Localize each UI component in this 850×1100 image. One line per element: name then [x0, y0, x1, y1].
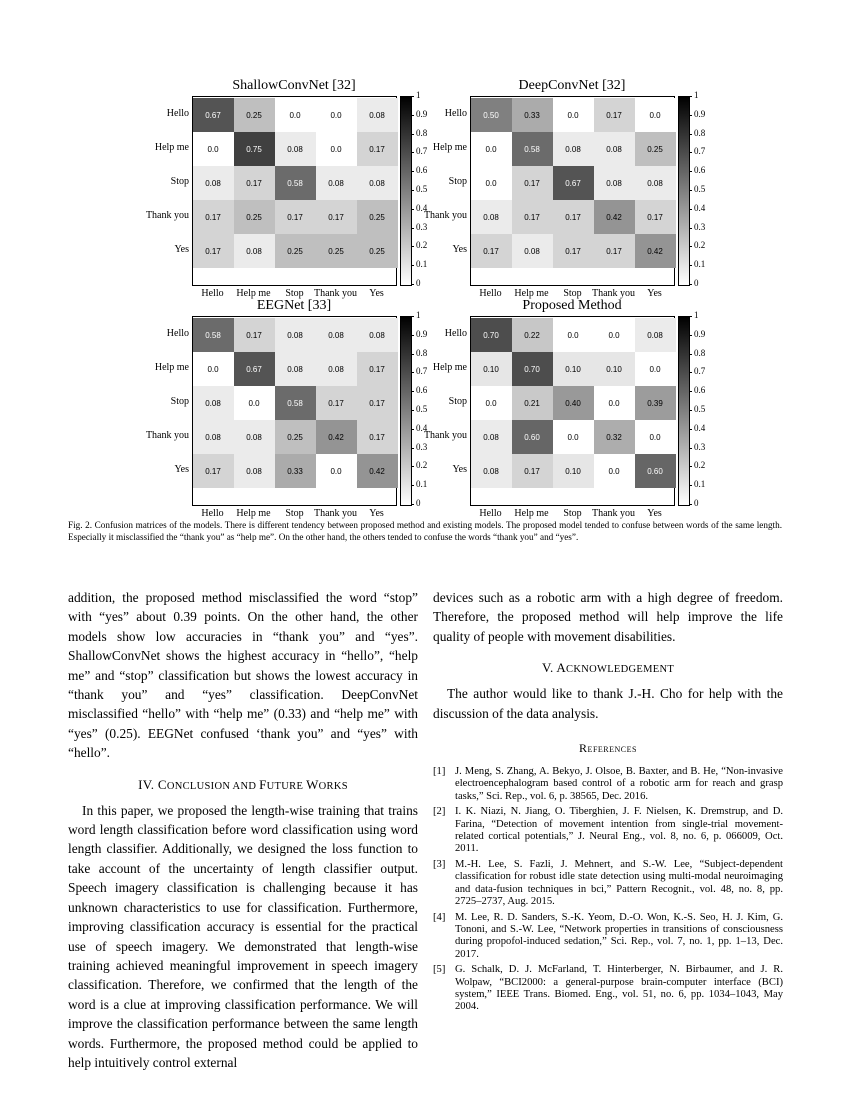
colorbar-tick-label: 0.4: [416, 202, 428, 213]
matrix-cell: 0.21: [512, 386, 553, 420]
colorbar-tick-mark: [689, 152, 692, 153]
matrix-cell: 0.08: [471, 200, 512, 234]
colorbar-tick-label: 0.4: [416, 422, 428, 433]
matrix-cell: 0.17: [635, 200, 676, 234]
matrix-cell: 0.0: [471, 386, 512, 420]
matrix-cell: 0.08: [234, 234, 275, 268]
colorbar-tick-label: 0: [416, 278, 421, 288]
matrix-title: DeepConvNet [32]: [518, 78, 626, 93]
matrix-cell: 0.17: [512, 166, 553, 200]
section-title-c: C: [157, 776, 167, 792]
matrix-cell: 0.17: [553, 200, 594, 234]
colorbar-tick-label: 0.6: [694, 385, 706, 396]
matrix-cell: 0.33: [275, 454, 316, 488]
matrix-cell: 0.60: [635, 454, 676, 488]
colorbar-tick-mark: [689, 115, 692, 116]
colorbar-tick-label: 0.4: [694, 202, 706, 213]
matrix-cell: 0.17: [594, 98, 635, 132]
row-label: Hello: [166, 328, 189, 339]
row-label: Help me: [154, 362, 189, 373]
confusion-matrix-deepconvnet: [408, 78, 808, 299]
colorbar-tick-label: 0.8: [694, 127, 706, 138]
matrix-cell: 0.08: [553, 132, 594, 166]
matrix-cell: 0.08: [234, 420, 275, 454]
matrix-cell: 0.17: [512, 454, 553, 488]
colorbar-tick-label: 1: [416, 310, 421, 320]
matrix-cell: 0.0: [594, 318, 635, 352]
colorbar-tick-mark: [689, 485, 692, 486]
matrix-cell: 0.25: [635, 132, 676, 166]
colorbar-tick-label: 0.9: [694, 108, 706, 119]
matrix-cell: 0.70: [471, 318, 512, 352]
matrix-cell: 0.58: [193, 318, 234, 352]
section-heading-conclusion: [68, 777, 418, 793]
matrix-cell: 0.08: [234, 454, 275, 488]
matrix-grid: [192, 316, 397, 506]
matrix-cell: 0.08: [316, 318, 357, 352]
colorbar-tick-mark: [689, 284, 692, 285]
column-label: Thank you: [313, 288, 358, 299]
row-label: Thank you: [145, 430, 189, 441]
colorbar-tick-label: 0.2: [694, 460, 706, 471]
colorbar-tick-mark: [689, 190, 692, 191]
matrix-cell: 0.42: [635, 234, 676, 268]
matrix-grid: [470, 96, 675, 286]
matrix-cell: 0.0: [316, 454, 357, 488]
column-label: Stop: [285, 288, 304, 299]
row-label: Help me: [432, 142, 467, 153]
references-heading: References: [579, 741, 637, 756]
section-title-part1: ONCLUSION AND: [166, 780, 260, 792]
matrix-cell: 0.08: [193, 386, 234, 420]
ack-title-rest: CKNOWLEDGEMENT: [566, 664, 675, 676]
row-label: Yes: [452, 244, 467, 255]
colorbar-tick-mark: [689, 429, 692, 430]
reference-item: [433, 806, 783, 856]
matrix-cell: 0.0: [635, 420, 676, 454]
matrix-cell: 0.08: [275, 132, 316, 166]
matrix-cell: 0.17: [234, 166, 275, 200]
matrix-cell: 0.0: [635, 98, 676, 132]
matrix-cell: 0.25: [234, 98, 275, 132]
matrix-cell: 0.17: [193, 234, 234, 268]
column-label: Yes: [369, 508, 384, 519]
row-label: Thank you: [145, 210, 189, 221]
section-title-f: F: [259, 776, 267, 792]
matrix-cell: 0.08: [193, 420, 234, 454]
matrix-cell: 0.17: [553, 234, 594, 268]
column-label: Stop: [563, 508, 582, 519]
colorbar-tick-label: 0.1: [694, 259, 706, 270]
colorbar-tick-label: 0.1: [694, 479, 706, 490]
colorbar-tick-label: 0.7: [416, 146, 428, 157]
row-label: Help me: [432, 362, 467, 373]
matrix-cell: 0.17: [357, 420, 398, 454]
matrix-grid: [470, 316, 675, 506]
matrix-cell: 0.58: [275, 166, 316, 200]
colorbar-tick-label: 1: [694, 90, 699, 100]
matrix-title: Proposed Method: [522, 298, 622, 313]
colorbar-tick-mark: [689, 209, 692, 210]
column-label: Stop: [285, 508, 304, 519]
column-label: Help me: [514, 288, 549, 299]
matrix-cell: 0.17: [357, 352, 398, 386]
column-label: Yes: [369, 288, 384, 299]
reference-text: M.-H. Lee, S. Fazli, J. Mehnert, and S.-W. Lee, “Subject-dependent classification for robust idle state detection using multi-modal neuroimaging and data-fusion techniques in bci,” Pattern Recognit., vol. 48, no. 8, pp. 2725–2737, Aug. 2015.: [455, 858, 783, 908]
matrix-cell: 0.39: [635, 386, 676, 420]
colorbar-tick-label: 0.4: [694, 422, 706, 433]
colorbar-tick-label: 0.7: [694, 366, 706, 377]
colorbar-tick-label: 0.6: [416, 165, 428, 176]
column-label: Thank you: [591, 508, 636, 519]
colorbar-tick-label: 0.1: [416, 259, 428, 270]
matrix-cell: 0.0: [193, 132, 234, 166]
matrix-cell: 0.08: [635, 318, 676, 352]
matrix-cell: 0.0: [316, 132, 357, 166]
matrix-cell: 0.33: [512, 98, 553, 132]
matrix-cell: 0.67: [553, 166, 594, 200]
colorbar-tick-label: 0.1: [416, 479, 428, 490]
section-title-w: W: [306, 776, 319, 792]
colorbar-tick-label: 0.6: [416, 385, 428, 396]
reference-text: J. Meng, S. Zhang, A. Bekyo, J. Olsoe, B. Baxter, and B. He, “Non-invasive electroencephalogram based control of a robotic arm for reach and grasp tasks,” Sci. Rep., vol. 6, p. 38565, Dec. 2016.: [455, 766, 783, 802]
matrix-cell: 0.08: [357, 166, 398, 200]
matrix-cell: 0.08: [316, 166, 357, 200]
matrix-cell: 0.17: [316, 200, 357, 234]
colorbar-tick-mark: [411, 284, 414, 285]
row-label: Yes: [174, 464, 189, 475]
colorbar-tick-mark: [689, 246, 692, 247]
ack-number: V.: [541, 660, 554, 676]
colorbar: [678, 96, 690, 286]
matrix-cell: 0.10: [471, 352, 512, 386]
matrix-cell: 0.10: [594, 352, 635, 386]
matrix-cell: 0.0: [471, 132, 512, 166]
matrix-cell: 0.0: [635, 352, 676, 386]
column-label: Thank you: [313, 508, 358, 519]
colorbar-tick-label: 0.7: [694, 146, 706, 157]
matrix-cell: 0.08: [316, 352, 357, 386]
matrix-cell: 0.22: [512, 318, 553, 352]
matrix-cell: 0.08: [594, 166, 635, 200]
colorbar-tick-mark: [689, 410, 692, 411]
matrix-cell: 0.42: [357, 454, 398, 488]
matrix-cell: 0.25: [357, 234, 398, 268]
matrix-cell: 0.08: [357, 98, 398, 132]
colorbar-tick-label: 0.2: [694, 240, 706, 251]
matrix-cell: 0.17: [275, 200, 316, 234]
matrix-cell: 0.08: [275, 318, 316, 352]
matrix-cell: 0.70: [512, 352, 553, 386]
matrix-cell: 0.0: [594, 386, 635, 420]
matrix-title: ShallowConvNet [32]: [232, 78, 356, 93]
matrix-cell: 0.17: [357, 132, 398, 166]
matrix-cell: 0.17: [316, 386, 357, 420]
reference-text: M. Lee, R. D. Sanders, S.-K. Yeom, D.-O. Won, K.-S. Seo, H. J. Kim, G. Tononi, and S.-W. Lee, “Network properties in transitions of consciousness during propofol-induced sedation,” Sci. Rep., vol. 7, no. 1, pp. 1–13, Dec. 2017.: [455, 911, 783, 960]
reference-text: I. K. Niazi, N. Jiang, O. Tiberghien, J. F. Nielsen, K. Dremstrup, and D. Farina, “Detection of movement intention from single-trial movement-related cortical potentials,” J. Neural Eng., vol. 8, no. 6, p. 066009, Oct. 2011.: [455, 806, 783, 855]
row-label: Stop: [448, 176, 467, 187]
matrix-cell: 0.42: [316, 420, 357, 454]
section-title-part3: ORKS: [318, 780, 348, 792]
column-label: Yes: [647, 288, 662, 299]
column-label: Thank you: [591, 288, 636, 299]
colorbar-tick-label: 0: [694, 278, 699, 288]
matrix-cell: 0.0: [193, 352, 234, 386]
colorbar-tick-label: 0.2: [416, 460, 428, 471]
colorbar-tick-mark: [689, 504, 692, 505]
matrix-cell: 0.08: [275, 352, 316, 386]
reference-item: [433, 912, 783, 962]
section-title-part2: UTURE: [266, 780, 307, 792]
matrix-cell: 0.0: [553, 420, 594, 454]
colorbar-tick-label: 0.3: [694, 441, 706, 452]
matrix-cell: 0.0: [234, 386, 275, 420]
colorbar-tick-label: 0.5: [694, 404, 706, 414]
matrix-cell: 0.0: [553, 98, 594, 132]
colorbar-tick-mark: [689, 265, 692, 266]
matrix-cell: 0.17: [234, 318, 275, 352]
colorbar-tick-label: 0.5: [416, 404, 428, 414]
reference-item: [433, 766, 783, 803]
colorbar-tick-label: 0.8: [416, 347, 428, 358]
reference-number: [5]: [433, 964, 446, 976]
colorbar-tick-mark: [689, 466, 692, 467]
column-label: Hello: [201, 508, 224, 519]
colorbar-tick-label: 0.2: [416, 240, 428, 251]
matrix-cell: 0.67: [193, 98, 234, 132]
row-label: Yes: [452, 464, 467, 475]
matrix-cell: 0.17: [512, 200, 553, 234]
matrix-cell: 0.08: [471, 420, 512, 454]
acknowledgement-paragraph: The author would like to thank J.-H. Cho for help with the discussion of the data analysis.: [433, 686, 783, 721]
colorbar-tick-label: 0.6: [694, 165, 706, 176]
column-label: Help me: [514, 508, 549, 519]
matrix-cell: 0.17: [193, 200, 234, 234]
ack-title-a: A: [556, 660, 567, 676]
reference-number: [1]: [433, 766, 446, 778]
matrix-cell: 0.25: [275, 420, 316, 454]
colorbar-tick-label: 0.9: [694, 328, 706, 339]
matrix-cell: 0.08: [635, 166, 676, 200]
results-paragraph: addition, the proposed method misclassified the word “stop” with “yes” about 0.39 points. On the other hand, the other models show low accuracies in “thank you” and “yes”. ShallowConvNet shows the highest accuracy in “hello”, “help me” and “stop” classification but shows the lowest accuracy in “thank you” and “yes” classification. DeepConvNet misclassified “hello” with “help me” (0.33) and “help me” with “yes” (0.25). EEGNet confused ‘thank you” and “yes” with “hello”.: [68, 590, 418, 761]
row-label: Stop: [448, 396, 467, 407]
colorbar-tick-mark: [689, 354, 692, 355]
confusion-matrix-proposed: [408, 298, 808, 519]
colorbar-tick-label: 0.3: [416, 441, 428, 452]
reference-list: [433, 766, 783, 1014]
matrix-cell: 0.17: [357, 386, 398, 420]
column-label: Yes: [647, 508, 662, 519]
matrix-cell: 0.10: [553, 454, 594, 488]
row-label: Stop: [170, 396, 189, 407]
row-label: Stop: [170, 176, 189, 187]
matrix-cell: 0.25: [316, 234, 357, 268]
row-label: Help me: [154, 142, 189, 153]
column-label: Help me: [236, 508, 271, 519]
colorbar-tick-label: 0.8: [694, 347, 706, 358]
colorbar-tick-label: 0.5: [694, 184, 706, 194]
conclusion-paragraph: In this paper, we proposed the length-wise training that trains word length classification before word classification using word length classifier. Additionally, we designed the loss function to take account of the uncertainty of length classifier output. Speech imagery classification is challenging because it has unknown characteristics to use for classification. Furthermore, improving classification accuracy is essential for the practical use of speech imagery. We demonstrated that length-wise training achieved meaningful improvement in speech imagery classification. Therefore, we confirmed that the length of the word is a clue at improving classification performance. We will improve the classification performance between the same length words. Furthermore, the proposed method could be applied to help intuitively control external: [68, 802, 418, 1070]
row-label: Hello: [444, 108, 467, 119]
colorbar-tick-label: 0.5: [416, 184, 428, 194]
row-label: Thank you: [423, 430, 467, 441]
column-label: Hello: [479, 288, 502, 299]
row-label: Hello: [166, 108, 189, 119]
colorbar-tick-mark: [689, 391, 692, 392]
matrix-cell: 0.17: [193, 454, 234, 488]
left-column: [68, 588, 418, 1072]
column-label: Hello: [479, 508, 502, 519]
matrix-cell: 0.40: [553, 386, 594, 420]
colorbar-tick-label: 1: [416, 90, 421, 100]
matrix-cell: 0.42: [594, 200, 635, 234]
colorbar-tick-label: 0.8: [416, 127, 428, 138]
reference-number: [3]: [433, 858, 446, 870]
matrix-cell: 0.25: [234, 200, 275, 234]
colorbar-tick-mark: [689, 448, 692, 449]
colorbar-tick-mark: [689, 316, 692, 317]
matrix-cell: 0.08: [193, 166, 234, 200]
matrix-cell: 0.10: [553, 352, 594, 386]
row-label: Thank you: [423, 210, 467, 221]
colorbar-tick-mark: [689, 372, 692, 373]
column-label: Stop: [563, 288, 582, 299]
colorbar-tick-label: 0.9: [416, 328, 428, 339]
colorbar: [678, 316, 690, 506]
matrix-cell: 0.60: [512, 420, 553, 454]
column-label: Hello: [201, 288, 224, 299]
matrix-cell: 0.50: [471, 98, 512, 132]
colorbar-tick-mark: [689, 335, 692, 336]
row-label: Hello: [444, 328, 467, 339]
colorbar-tick-mark: [689, 134, 692, 135]
conclusion-continued-paragraph: devices such as a robotic arm with a high degree of freedom. Therefore, the proposed method will help improve the life quality of people with movement disabilities.: [433, 590, 783, 644]
colorbar-tick-mark: [411, 504, 414, 505]
matrix-cell: 0.58: [275, 386, 316, 420]
colorbar-tick-label: 0.3: [694, 221, 706, 232]
colorbar-tick-mark: [689, 228, 692, 229]
reference-item: [433, 964, 783, 1014]
reference-item: [433, 859, 783, 909]
colorbar-tick-label: 0.3: [416, 221, 428, 232]
right-column: [433, 588, 783, 1017]
colorbar-tick-label: 0.7: [416, 366, 428, 377]
colorbar-tick-label: 1: [694, 310, 699, 320]
matrix-cell: 0.58: [512, 132, 553, 166]
colorbar-tick-label: 0.9: [416, 108, 428, 119]
matrix-cell: 0.0: [275, 98, 316, 132]
colorbar-tick-label: 0: [416, 498, 421, 508]
matrix-cell: 0.17: [594, 234, 635, 268]
matrix-cell: 0.08: [512, 234, 553, 268]
matrix-cell: 0.08: [594, 132, 635, 166]
reference-number: [4]: [433, 911, 446, 923]
matrix-cell: 0.0: [471, 166, 512, 200]
matrix-cell: 0.17: [471, 234, 512, 268]
colorbar-tick-label: 0: [694, 498, 699, 508]
matrix-cell: 0.25: [357, 200, 398, 234]
matrix-grid: [192, 96, 397, 286]
reference-number: [2]: [433, 806, 446, 818]
matrix-title: EEGNet [33]: [256, 298, 332, 313]
matrix-cell: 0.08: [471, 454, 512, 488]
matrix-cell: 0.0: [553, 318, 594, 352]
reference-text: G. Schalk, D. J. McFarland, T. Hinterberger, N. Birbaumer, and J. R. Wolpaw, “BCI2000: a general-purpose brain-computer interface (BCI) system,” IEEE Trans. Biomed. Eng., vol. 51, no. 6, pp. 1034–1043, May 2004.: [455, 964, 783, 1013]
matrix-cell: 0.0: [316, 98, 357, 132]
colorbar-tick-mark: [689, 171, 692, 172]
section-heading-acknowledgement: [433, 660, 783, 676]
matrix-cell: 0.75: [234, 132, 275, 166]
colorbar-tick-mark: [689, 96, 692, 97]
matrix-cell: 0.32: [594, 420, 635, 454]
matrix-cell: 0.25: [275, 234, 316, 268]
matrix-cell: 0.0: [594, 454, 635, 488]
section-number: IV.: [138, 776, 155, 792]
figure-caption: Fig. 2. Confusion matrices of the models. There is different tendency between proposed method and existing models. The proposed model tended to confuse between words of the same length. Especially it misclassified the “thank you” as “help me”. On the other hand, the others tended to confuse the words “thank you” and “yes”.: [68, 520, 782, 542]
matrix-cell: 0.08: [357, 318, 398, 352]
row-label: Yes: [174, 244, 189, 255]
column-label: Help me: [236, 288, 271, 299]
matrix-cell: 0.67: [234, 352, 275, 386]
